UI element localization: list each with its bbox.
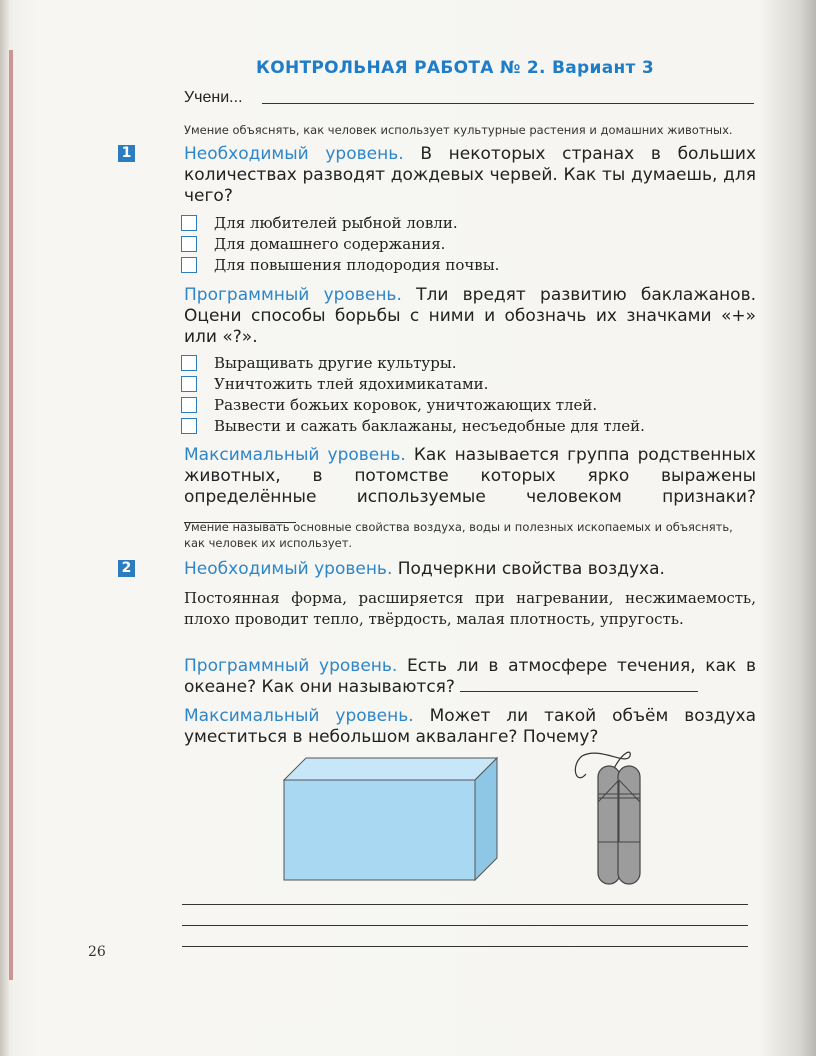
level-label: Максимальный уровень. <box>184 706 414 726</box>
question-text: Тли вредят развитию баклажанов. Оцени способы борьбы с ними и обозначь их значками «+» или «?». <box>184 285 756 347</box>
scuba-tank-left <box>598 766 620 884</box>
task-number-1: 1 <box>118 145 135 162</box>
student-name-line[interactable] <box>262 103 754 104</box>
air-cube-side <box>475 758 497 880</box>
scuba-tank-right <box>618 766 640 884</box>
option-text: Уничтожить тлей ядохимикатами. <box>214 375 489 393</box>
student-label: Учени... <box>184 89 243 106</box>
level-label: Необходимый уровень. <box>184 559 393 579</box>
level-label: Программный уровень. <box>184 285 402 305</box>
task2-question-3 <box>184 706 756 748</box>
option-text: Выращивать другие культуры. <box>214 354 457 372</box>
air-properties-text[interactable]: Постоянная форма, расширяется при нагревании, несжимаемость, плохо проводит тепло, твёрдость, малая плотность, упругость. <box>184 589 756 628</box>
question-text: В некоторых странах в больших количествах разводят дождевых червей. Как ты думаешь, для чего? <box>184 144 757 206</box>
answer-blank[interactable] <box>460 677 698 692</box>
answer-checkbox[interactable] <box>181 257 197 273</box>
question-text: Может ли такой объём воздуха уместиться в небольшом акваланге? Почему? <box>184 706 756 747</box>
task1-question-2 <box>184 285 756 348</box>
answer-checkbox[interactable] <box>181 397 197 413</box>
answer-line[interactable] <box>182 946 748 947</box>
task1-question-3 <box>184 445 756 529</box>
option-text: Для повышения плодородия почвы. <box>214 256 500 274</box>
task1-question-1 <box>184 144 756 207</box>
level-label: Необходимый уровень. <box>184 144 404 164</box>
air-cube-front <box>284 780 475 880</box>
page-title: КОНТРОЛЬНАЯ РАБОТА № 2. Вариант 3 <box>256 58 655 78</box>
book-spine <box>0 0 9 1056</box>
skill-description-2: Умение называть основные свойства воздуха, воды и полезных ископаемых и объяснять, как человек их использует. <box>184 520 733 550</box>
option-text: Для домашнего содержания. <box>214 235 446 253</box>
level-label: Максимальный уровень. <box>184 445 406 465</box>
level-label: Программный уровень. <box>184 656 398 676</box>
answer-checkbox[interactable] <box>181 355 197 371</box>
question-text: Подчеркни свойства воздуха. <box>392 559 665 579</box>
answer-line[interactable] <box>182 904 748 905</box>
question-text: Как называется группа родственных животных, в потомстве которых ярко выражены определённые используемые человеком признаки? <box>184 445 756 507</box>
answer-checkbox[interactable] <box>181 418 197 434</box>
question-text: Есть ли в атмосфере течения, как в океане? Как они называются? <box>184 656 756 697</box>
task-number-2: 2 <box>118 560 135 577</box>
task2-question-1 <box>184 559 756 580</box>
skill-description-1: Умение объяснять, как человек использует культурные растения и домашних животных. <box>184 123 733 137</box>
air-scuba-drawing <box>280 746 680 886</box>
air-cube-top <box>284 758 497 780</box>
answer-line[interactable] <box>182 925 748 926</box>
answer-checkbox[interactable] <box>181 236 197 252</box>
illustration-air-and-scuba <box>280 746 680 891</box>
task2-question-2 <box>184 656 756 698</box>
answer-checkbox[interactable] <box>181 215 197 231</box>
page-edge-stripe <box>9 50 13 980</box>
option-text: Развести божьих коровок, уничтожающих тлей. <box>214 396 598 414</box>
answer-checkbox[interactable] <box>181 376 197 392</box>
option-text: Для любителей рыбной ловли. <box>214 214 458 232</box>
page-number: 26 <box>88 944 106 960</box>
option-text: Вывести и сажать баклажаны, несъедобные для тлей. <box>214 417 645 435</box>
